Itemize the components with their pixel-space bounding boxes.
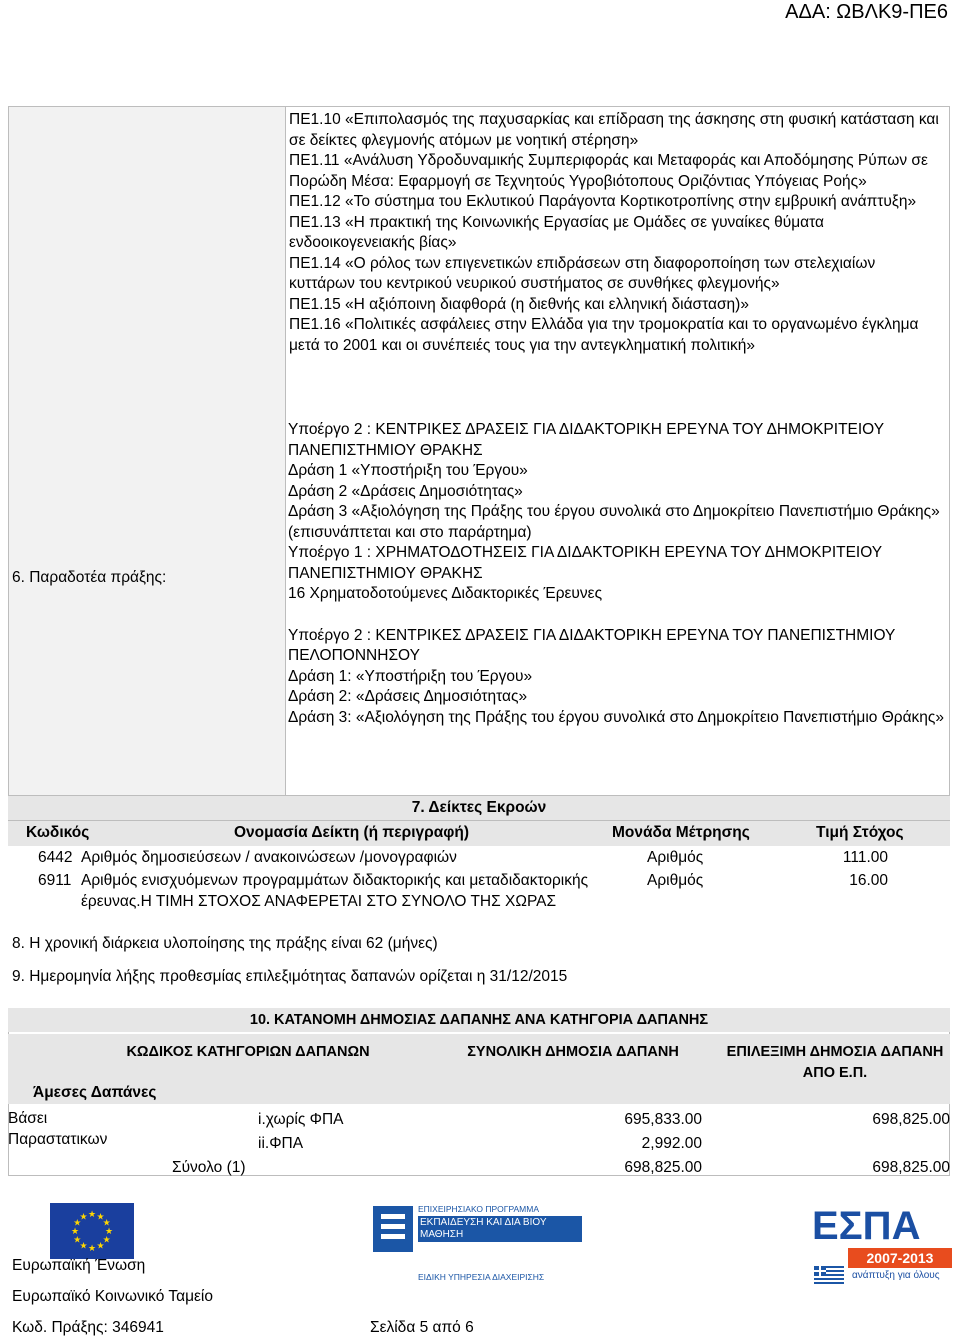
indicator-unit: Αριθμός (647, 849, 704, 866)
deliverables-label-cell (9, 107, 286, 795)
col-eligible-header: ΕΠΙΛΕΞΙΜΗ ΔΗΜΟΣΙΑ ΔΑΠΑΝΗ ΑΠΟ Ε.Π. (726, 1044, 944, 1081)
indicator-name: Αριθμός ενισχυόμενων προγραμμάτων διδακτορικής και μεταδιδακτορικής έρευνας.Η ΤΙΜΗ ΣΤΟΧΟΣ ΑΝΑΦΕΡΕΤΑΙ ΣΤΟ ΣΥΝΟΛΟ ΤΗΣ ΧΩΡΑΣ (81, 872, 589, 910)
epan-service: ΕΙΔΙΚΗ ΥΠΗΡΕΣΙΑ ΔΙΑΧΕΙΡΙΣΗΣ (418, 1272, 545, 1282)
indicator-row (8, 871, 950, 933)
indicators-header (8, 821, 950, 846)
indicator-code: 6911 (38, 872, 72, 889)
greek-flag-icon (814, 1266, 844, 1284)
eu-union-label: Ευρωπαϊκή Ένωση (12, 1257, 146, 1274)
eu-star-icon: ★ (102, 1217, 111, 1228)
eu-star-icon: ★ (73, 1234, 82, 1245)
ada-code: ΑΔΑ: ΩΒΛΚ9-ΠΕ6 (785, 1, 948, 23)
project-code: Κωδ. Πράξης: 346941 (12, 1319, 164, 1336)
allocation-row-label: ii.ΦΠΑ (258, 1135, 304, 1152)
project-item: ΠΕ1.16 «Πολιτικές ασφάλειες στην Ελλάδα για την τρομοκρατία και το οργανωμένο έγκλημα μετά το 2001 και οι συνέπειές τους για την αντεγκληματική πολιτική» (289, 316, 919, 354)
deliverables-label: 6. Παραδοτέα πράξης: (12, 569, 167, 586)
projects-list (289, 110, 941, 356)
direct-costs-row (8, 1080, 950, 1104)
header-target: Τιμή Στόχος (816, 824, 904, 841)
header-name: Ονομασία Δείκτη (ή περιγραφή) (234, 824, 469, 841)
eu-star-icon: ★ (73, 1217, 82, 1228)
indicator-name: Αριθμός δημοσιεύσεων / ανακοινώσεων /μονογραφιών (81, 849, 457, 866)
project-item: ΠΕ1.15 «Η αξιόποινη διαφθορά (η διεθνής και ελληνική διάσταση)» (289, 295, 749, 313)
action-line: Δράση 3 «Αξιολόγηση της Πράξης του έργου συνολικά στο Δημοκρίτειο Πανεπιστήμιο Θράκης» (288, 503, 940, 520)
epan-subtitle: ΕΚΠΑΙΔΕΥΣΗ ΚΑΙ ΔΙΑ ΒΙΟΥ ΜΑΘΗΣΗ (418, 1216, 582, 1242)
allocation-header (8, 1034, 950, 1080)
sum-eligible: 698,825.00 (872, 1159, 950, 1176)
project-item: ΠΕ1.11 «Ανάλυση Υδροδυναμικής Συμπεριφοράς και Μεταφοράς και Αποδόμησης Ρύπων σε Πορώδη Μέσα: Εφαρμογή σε Τεχνητούς Υγροβιότοπους Οριζόντιας Υπόγειας Ροής» (289, 152, 928, 190)
header-unit: Μονάδα Μέτρησης (612, 824, 750, 841)
eu-star-icon: ★ (87, 1209, 97, 1219)
header-code: Κωδικός (26, 824, 90, 841)
indicator-row (8, 848, 950, 870)
sum-total: 698,825.00 (624, 1159, 702, 1176)
indicators-title: 7. Δείκτες Εκροών (8, 796, 950, 821)
action-line: Δράση 2: «Δράσεις Δημοσιότητας» (288, 688, 528, 705)
sum-label: Σύνολο (1) (172, 1159, 246, 1176)
espa-logo: ΕΣΠΑ (812, 1204, 921, 1248)
direct-costs-label: Άμεσες Δαπάνες (33, 1084, 157, 1101)
allocation-title: 10. ΚΑΤΑΝΟΜΗ ΔΗΜΟΣΙΑΣ ΔΑΠΑΝΗΣ ΑΝΑ ΚΑΤΗΓΟΡΙΑ ΔΑΠΑΝΗΣ (8, 1008, 950, 1032)
allocation-row-eligible: 698,825.00 (872, 1111, 950, 1128)
subproject-line: Υποέργο 2 : ΚΕΝΤΡΙΚΕΣ ΔΡΑΣΕΙΣ ΓΙΑ ΔΙΔΑΚΤΟΡΙΚΗ ΕΡΕΥΝΑ ΤΟΥ ΠΑΝΕΠΙΣΤΗΜΙΟΥ ΠΕΛΟΠΟΝΝΗΣΟΥ (288, 626, 896, 664)
espa-slogan: ανάπτυξη για όλους (852, 1270, 940, 1281)
indicator-target: 111.00 (842, 849, 888, 866)
eu-star-icon: ★ (102, 1234, 111, 1245)
attachment-note: (επισυνάπτεται και στο παράρτημα) (288, 523, 532, 541)
subproject-line: Υποέργο 2 : ΚΕΝΤΡΙΚΕΣ ΔΡΑΣΕΙΣ ΓΙΑ ΔΙΔΑΚΤΟΡΙΚΗ ΕΡΕΥΝΑ ΤΟΥ ΔΗΜΟΚΡΙΤΕΙΟΥ ΠΑΝΕΠΙΣΤΗΜΙΟΥ ΘΡΑΚΗΣ (288, 421, 884, 459)
subproject-line: Υποέργο 1 : ΧΡΗΜΑΤΟΔΟΤΗΣΕΙΣ ΓΙΑ ΔΙΔΑΚΤΟΡΙΚΗ ΕΡΕΥΝΑ ΤΟΥ ΔΗΜΟΚΡΙΤΕΙΟΥ ΠΑΝΕΠΙΣΤΗΜΙΟΥ ΘΡΑΚΗΣ (288, 544, 882, 582)
action-line: Δράση 1: «Υποστήριξη του Έργου» (288, 667, 533, 685)
project-item: ΠΕ1.14 «Ο ρόλος των επιγενετικών επιδράσεων στη διαφοροποίηση των στελεχιαίων κυττάρων του κεντρικού νευρικού συστήματος σε συνθήκες φλεγμονής» (289, 254, 876, 292)
allocation-row-total: 2,992.00 (641, 1135, 702, 1152)
eu-star-icon: ★ (96, 1240, 105, 1251)
basis-label: Βάσει Παραστατικων (8, 1110, 108, 1148)
deadline-text: 9. Ημερομηνία λήξης προθεσμίας επιλεξιμότητας δαπανών ορίζεται η 31/12/2015 (12, 968, 568, 985)
indicator-unit: Αριθμός (647, 872, 704, 889)
eu-star-icon: ★ (70, 1226, 80, 1236)
action-line: Δράση 1 «Υποστήριξη του Έργου» (288, 462, 528, 479)
project-item: ΠΕ1.12 «Το σύστημα του Εκλυτικού Παράγοντα Κορτικοτροπίνης στην εμβρυική ανάπτυξη» (289, 193, 917, 210)
duration-text: 8. Η χρονική διάρκεια υλοποίησης της πράξης είναι 62 (μήνες) (12, 935, 438, 952)
eu-star-icon: ★ (79, 1211, 88, 1222)
eu-flag-icon (50, 1203, 134, 1259)
deliverables-content (288, 420, 948, 728)
eu-star-icon: ★ (79, 1240, 88, 1251)
eu-fund-label: Ευρωπαϊκό Κοινωνικό Ταμείο (12, 1288, 213, 1305)
col-total-header: ΣΥΝΟΛΙΚΗ ΔΗΜΟΣΙΑ ΔΑΠΑΝΗ (467, 1044, 679, 1060)
project-item: ΠΕ1.10 «Επιπολασμός της παχυσαρκίας και επίδραση της άσκησης στη φυσική κατάσταση και σε δείκτες φλεγμονής ατόμων με νοητική στέρηση» (289, 111, 939, 149)
eu-star-icon: ★ (87, 1243, 97, 1253)
allocation-row-label: i.χωρίς ΦΠΑ (258, 1111, 344, 1128)
eu-star-icon: ★ (96, 1211, 105, 1222)
col-code-header: ΚΩΔΙΚΟΣ ΚΑΤΗΓΟΡΙΩΝ ΔΑΠΑΝΩΝ (126, 1044, 370, 1060)
action-line: Δράση 2 «Δράσεις Δημοσιότητας» (288, 482, 523, 500)
epan-title: ΕΠΙΧΕΙΡΗΣΙΑΚΟ ΠΡΟΓΡΑΜΜΑ (418, 1204, 539, 1214)
allocation-row-total: 695,833.00 (624, 1111, 702, 1128)
action-line: Δράση 3: «Αξιολόγηση της Πράξης του έργου συνολικά στο Δημοκρίτειο Πανεπιστήμιο Θράκης» (288, 708, 945, 726)
project-item: ΠΕ1.13 «Η πρακτική της Κοινωνικής Εργασίας με Ομάδες σε γυναίκες θύματα ενδοοικογενειακής βίας» (289, 213, 824, 251)
indicator-code: 6442 (38, 849, 73, 866)
eu-star-icon: ★ (104, 1226, 114, 1236)
espa-years: 2007-2013 (848, 1248, 952, 1268)
indicator-target: 16.00 (849, 872, 888, 889)
page-number: Σελίδα 5 από 6 (370, 1319, 474, 1336)
funding-line: 16 Χρηματοδοτούμενες Διδακτορικές Έρευνες (288, 585, 603, 602)
